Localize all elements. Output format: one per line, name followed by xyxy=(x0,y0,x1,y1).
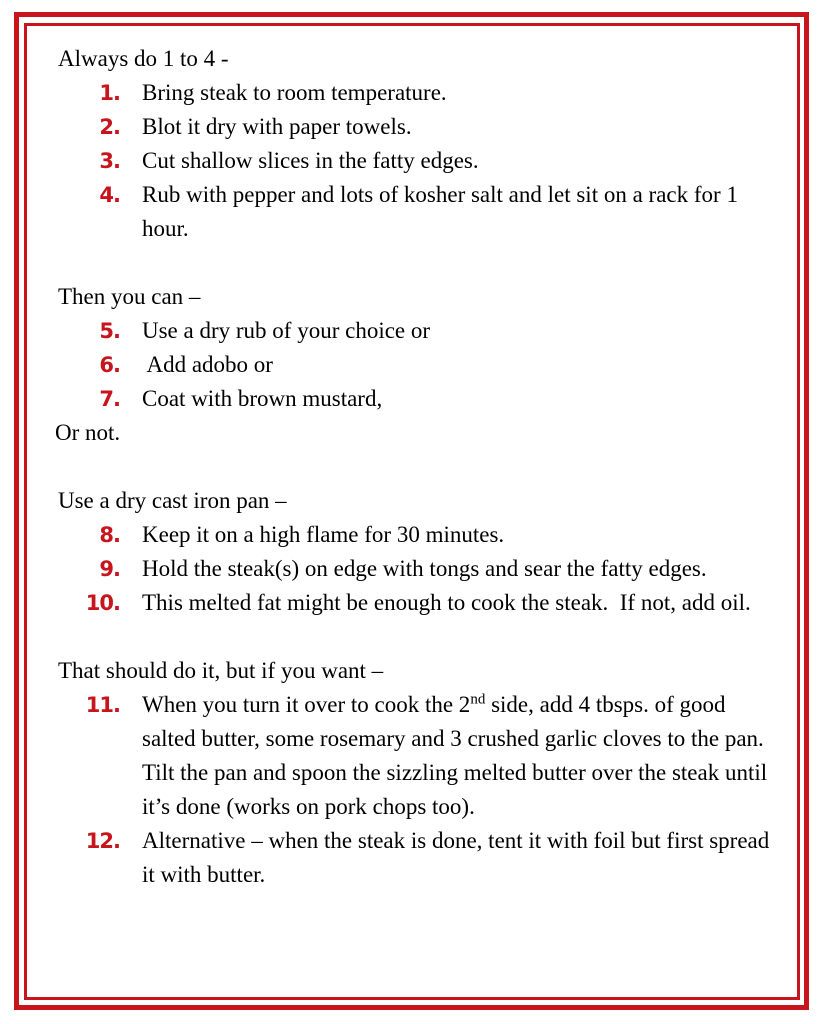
section-trailer: Or not. xyxy=(55,420,121,445)
list-item xyxy=(58,144,778,178)
list-item xyxy=(58,76,778,110)
step-text-start: When you turn it over to cook the 2 xyxy=(142,692,471,717)
spacer xyxy=(58,450,778,484)
step-list xyxy=(58,76,778,246)
step-text: Hold the steak(s) on edge with tongs and sear the fatty edges. xyxy=(142,556,707,581)
section-heading: Always do 1 to 4 - xyxy=(58,46,229,71)
ordinal-suffix: nd xyxy=(470,691,486,708)
step-number: 8. xyxy=(99,523,120,547)
step-text: Add adobo or xyxy=(142,352,273,377)
list-item xyxy=(58,518,778,552)
step-text: Use a dry rub of your choice or xyxy=(142,318,431,343)
step-number: 4. xyxy=(99,183,120,207)
list-item xyxy=(58,552,778,586)
step-number: 2. xyxy=(99,115,120,139)
section-heading: Use a dry cast iron pan – xyxy=(58,488,287,513)
step-number: 5. xyxy=(99,319,120,343)
step-list xyxy=(58,314,778,416)
list-item xyxy=(58,348,778,382)
step-text: Blot it dry with paper towels. xyxy=(142,114,412,139)
step-text: Keep it on a high flame for 30 minutes. xyxy=(142,522,505,547)
step-number: 12. xyxy=(85,829,120,853)
step-number: 7. xyxy=(99,387,120,411)
step-text-end: side, add 4 tbsps. of good salted butter, some rosemary and 3 crushed garlic cloves to the pan. Tilt the pan and spoon the sizzling melted butter over the steak until it’s done (works on pork chops too). xyxy=(142,692,775,819)
step-number: 10. xyxy=(85,591,120,615)
list-item xyxy=(58,824,778,892)
step-text xyxy=(142,692,775,819)
step-number: 9. xyxy=(99,557,120,581)
step-text: Alternative – when the steak is done, tent it with foil but first spread it with butter. xyxy=(142,828,770,887)
step-number: 6. xyxy=(99,353,120,377)
step-number: 1. xyxy=(99,81,120,105)
section-heading: Then you can – xyxy=(58,284,201,309)
list-item xyxy=(58,586,778,620)
step-number: 3. xyxy=(99,149,120,173)
step-text: This melted fat might be enough to cook the steak. If not, add oil. xyxy=(142,590,751,615)
step-text: Rub with pepper and lots of kosher salt and let sit on a rack for 1 hour. xyxy=(142,182,738,241)
step-list xyxy=(58,518,778,620)
recipe-content xyxy=(55,42,778,892)
step-list xyxy=(58,688,778,892)
spacer xyxy=(58,620,778,654)
step-text: Coat with brown mustard, xyxy=(142,386,383,411)
step-number: 11. xyxy=(85,693,120,717)
list-item xyxy=(58,178,778,246)
list-item xyxy=(58,110,778,144)
list-item xyxy=(58,382,778,416)
spacer xyxy=(58,246,778,280)
list-item xyxy=(58,688,778,824)
list-item xyxy=(58,314,778,348)
step-text: Bring steak to room temperature. xyxy=(142,80,447,105)
step-text: Cut shallow slices in the fatty edges. xyxy=(142,148,479,173)
section-heading: That should do it, but if you want – xyxy=(58,658,384,683)
